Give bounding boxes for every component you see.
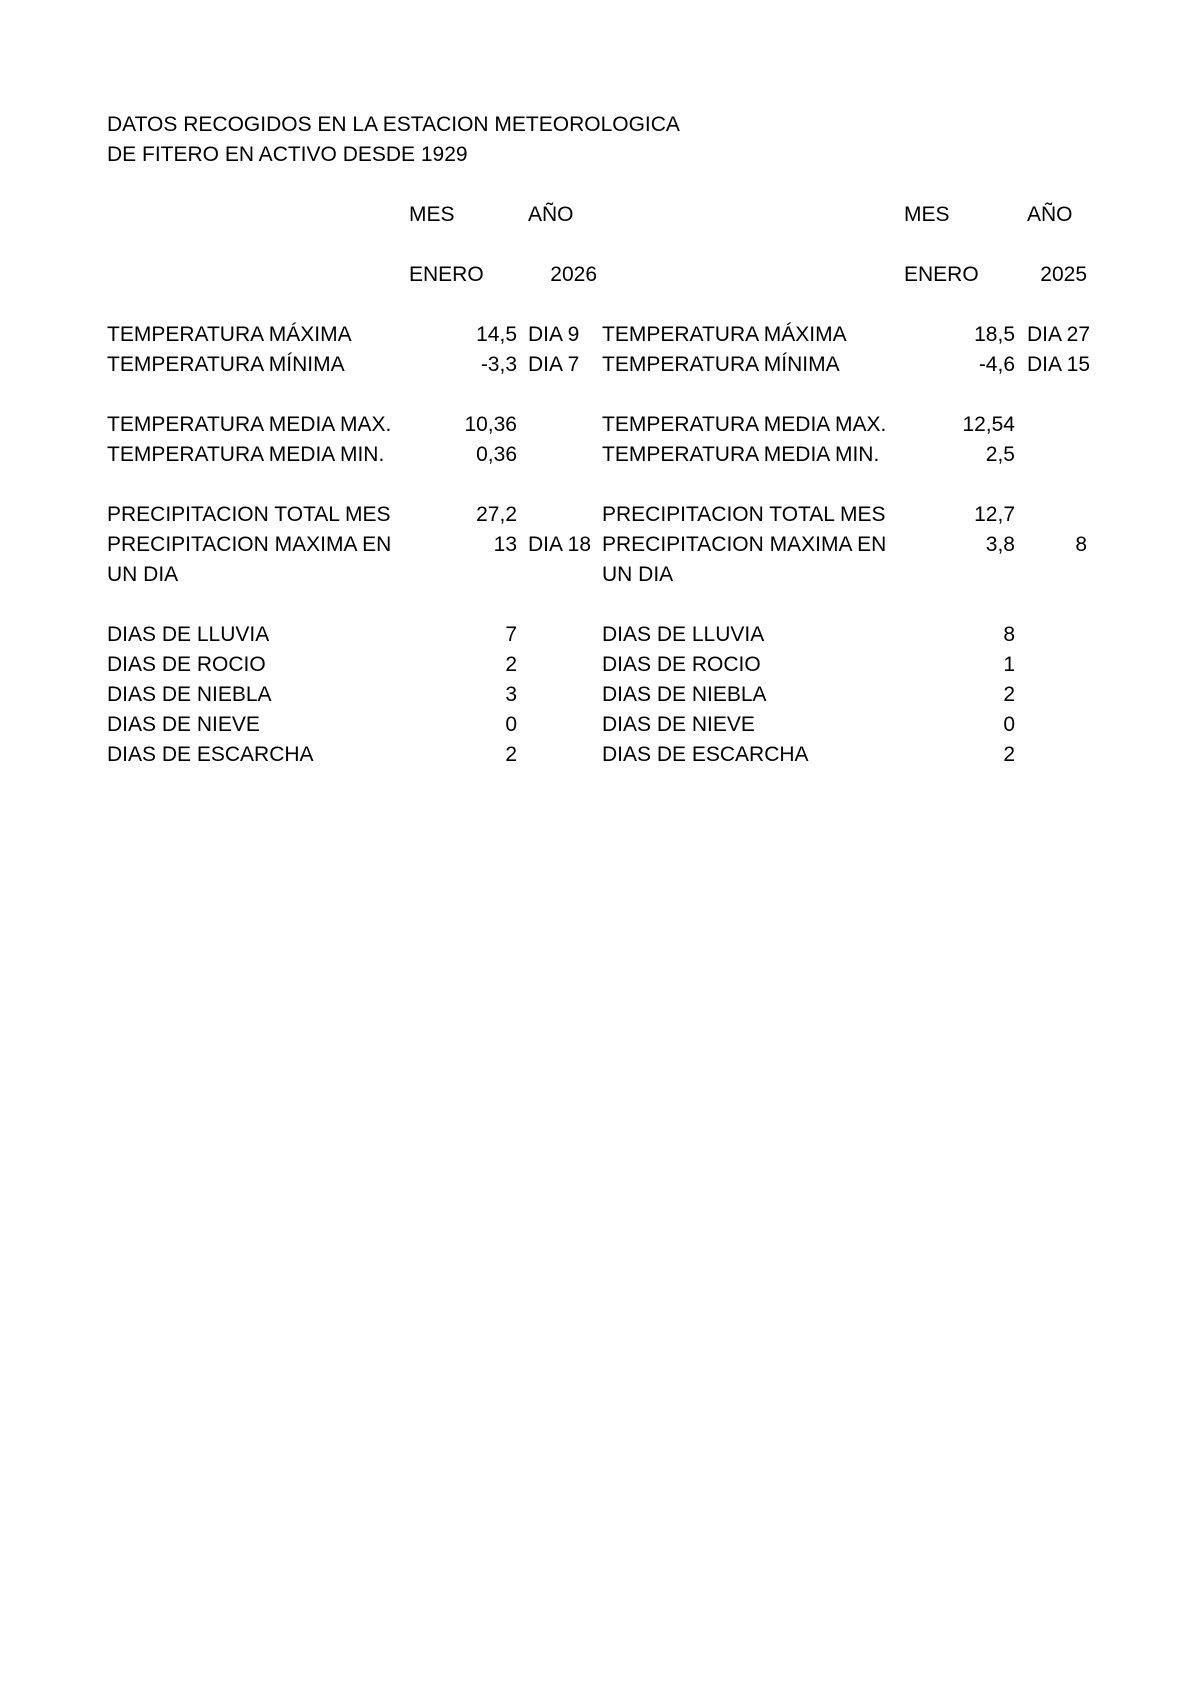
period-ano: 2025 (1040, 263, 1087, 286)
stat-value: 2 (505, 743, 517, 766)
stat-day: DIA 27 (1027, 323, 1091, 346)
stat-label-line-1: PRECIPITACION MAXIMA EN (107, 533, 392, 556)
stat-label: DIAS DE ROCIO (107, 653, 266, 676)
period-ano: 2026 (550, 263, 597, 286)
stat-value: 2,5 (985, 443, 1015, 466)
stat-label: TEMPERATURA MEDIA MAX. (107, 413, 392, 436)
stat-label-line-2: UN DIA (107, 563, 179, 586)
stat-value: 14,5 (476, 323, 517, 346)
stat-value: 3 (505, 683, 517, 706)
stat-label: TEMPERATURA MÁXIMA (107, 323, 352, 346)
header-mes: MES (409, 203, 455, 226)
stat-day: 8 (1075, 533, 1087, 556)
stat-label: DIAS DE ESCARCHA (107, 743, 314, 766)
stat-value: 0 (505, 713, 517, 736)
stat-label: DIAS DE ESCARCHA (602, 743, 809, 766)
header-ano: AÑO (528, 203, 574, 226)
stat-value: 1 (1003, 653, 1015, 676)
stat-value: 8 (1003, 623, 1015, 646)
stat-label: PRECIPITACION TOTAL MES (107, 503, 391, 526)
stat-value: 2 (1003, 743, 1015, 766)
stat-value: 10,36 (464, 413, 517, 436)
stat-value: 18,5 (974, 323, 1015, 346)
stat-label: PRECIPITACION TOTAL MES (602, 503, 886, 526)
stat-value: 2 (505, 653, 517, 676)
stat-day: DIA 9 (528, 323, 580, 346)
stat-label: DIAS DE ROCIO (602, 653, 761, 676)
stat-value: 2 (1003, 683, 1015, 706)
header-ano: AÑO (1027, 203, 1073, 226)
stat-value: 13 (493, 533, 517, 556)
stat-value: 0,36 (476, 443, 517, 466)
stat-label-line-1: PRECIPITACION MAXIMA EN (602, 533, 887, 556)
period-mes: ENERO (409, 263, 484, 286)
stat-label: DIAS DE NIEBLA (107, 683, 272, 706)
stat-label: DIAS DE NIEBLA (602, 683, 767, 706)
stat-label: TEMPERATURA MEDIA MIN. (602, 443, 880, 466)
stat-label: TEMPERATURA MÁXIMA (602, 323, 847, 346)
stat-label: TEMPERATURA MÍNIMA (602, 353, 840, 376)
stat-label: TEMPERATURA MEDIA MAX. (602, 413, 887, 436)
stat-label: DIAS DE LLUVIA (602, 623, 765, 646)
title-line-1: DATOS RECOGIDOS EN LA ESTACION METEOROLOGICA (107, 113, 680, 136)
stat-value: 0 (1003, 713, 1015, 736)
stat-label-line-2: UN DIA (602, 563, 674, 586)
stat-day: DIA 15 (1027, 353, 1091, 376)
document-title (107, 110, 680, 170)
stat-label: TEMPERATURA MÍNIMA (107, 353, 345, 376)
header-mes: MES (904, 203, 950, 226)
stat-value: -4,6 (978, 353, 1015, 376)
stat-day: DIA 7 (528, 353, 580, 376)
period-mes: ENERO (904, 263, 979, 286)
title-line-2: DE FITERO EN ACTIVO DESDE 1929 (107, 143, 468, 166)
stat-value: 12,7 (974, 503, 1015, 526)
stat-value: 7 (505, 623, 517, 646)
stat-value: 12,54 (962, 413, 1015, 436)
stat-day: DIA 18 (528, 533, 592, 556)
stat-value: -3,3 (480, 353, 517, 376)
stat-label: DIAS DE NIEVE (602, 713, 755, 736)
stat-value: 27,2 (476, 503, 517, 526)
stat-label: DIAS DE NIEVE (107, 713, 260, 736)
stat-value: 3,8 (985, 533, 1015, 556)
stat-label: TEMPERATURA MEDIA MIN. (107, 443, 385, 466)
stat-label: DIAS DE LLUVIA (107, 623, 270, 646)
